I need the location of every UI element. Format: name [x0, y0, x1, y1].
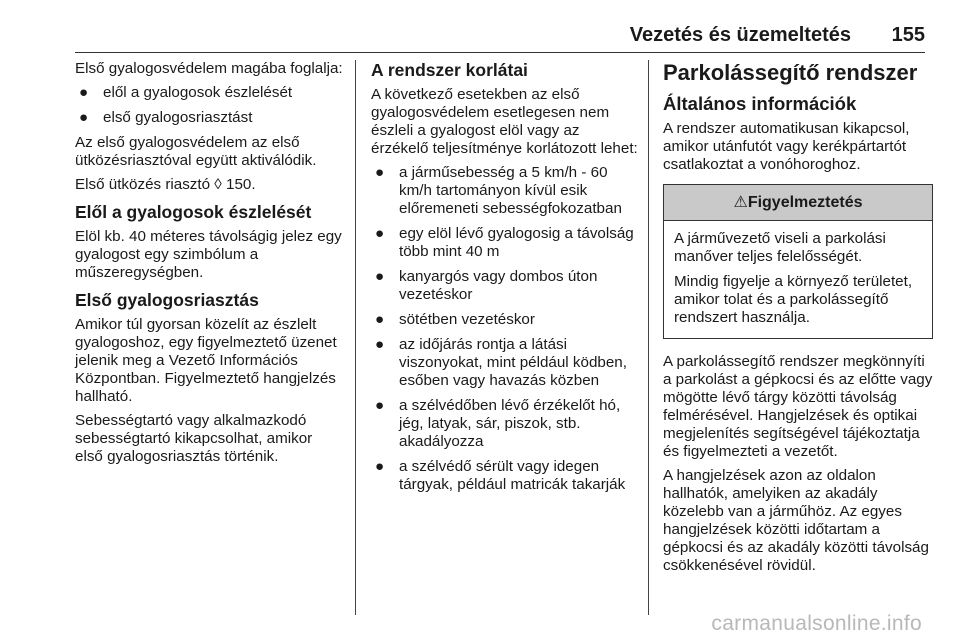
warning-paragraph-1: A járművezető viseli a parkolási manőver teljes felelősségét. [674, 230, 886, 265]
list-item: ● egy elöl lévő gyalogosig a távolság több mint 40 m [375, 225, 634, 260]
intro-list [75, 84, 343, 127]
subheading-general-info: Általános információk [663, 93, 857, 114]
bullet-icon: ● [79, 84, 89, 101]
warning-body [664, 221, 932, 338]
list-item: ● a szélvédő sérült vagy idegen tárgyak, például matricák takarják [375, 458, 626, 493]
sounds-paragraph: A hangjelzések azon az oldalon hallhatók, amelyiken az akadály közelebb van a járműhöz. Az egyes hangjelzések közötti időtartam a gépkocsi és az akadály közötti távolság csökkenésével rövidül. [663, 467, 929, 574]
bullet-icon: ● [375, 164, 385, 181]
list-item: ● az időjárás rontja a látási viszonyokat, mint például ködben, esőben vagy havazás közben [375, 336, 627, 389]
activation-paragraph: Az első gyalogosvédelem az első ütközésriasztóval együtt aktiválódik. [75, 134, 317, 169]
column-2 [371, 60, 639, 501]
alert-paragraph: Amikor túl gyorsan közelít az észlelt gyalogoshoz, egy figyelmeztető üzenet jelenik meg a Vezető Információs Központban. Figyelmeztető hangjelzés hallható. [75, 316, 337, 405]
heading-parking-assist: Parkolássegítő rendszer [663, 60, 918, 85]
warning-title: Figyelmeztetés [747, 194, 863, 211]
warning-paragraph-2: Mindig figyelje a környező területet, amikor tolat és a parkolássegítő rendszert használja. [674, 273, 913, 326]
limitations-list [371, 164, 639, 494]
header-title: Vezetés és üzemeltetés [629, 24, 851, 46]
header-divider [75, 52, 925, 53]
bullet-icon: ● [375, 458, 385, 475]
bullet-icon: ● [375, 311, 385, 328]
warning-header [664, 185, 932, 221]
column-divider-1 [355, 60, 356, 615]
heading-detection: Elől a gyalogosok észlelését [75, 202, 312, 222]
warning-box [663, 184, 933, 339]
system-paragraph: A parkolássegítő rendszer megkönnyíti a parkolást a gépkocsi és az előtte vagy mögötte lévő tárgy közötti távolság felmérésével. Hangjelzések és optikai megjelenítés segítségével tájékoztatja és figyelmezteti a vezetőt. [663, 353, 933, 460]
bullet-icon: ● [375, 225, 385, 242]
page-number: 155 [891, 24, 925, 46]
intro-paragraph: Első gyalogosvédelem magába foglalja: [75, 60, 343, 77]
cruise-paragraph: Sebességtartó vagy alkalmazkodó sebességtartó kikapcsolhat, amikor első gyalogosriasztás történik. [75, 412, 313, 465]
bullet-icon: ● [375, 336, 385, 353]
limitations-intro: A következő esetekben az első gyalogosvédelem esetlegesen nem észleli a gyalogost elöl vagy az érzékelő teljesítménye korlátozott lehet: [371, 86, 638, 157]
list-item: ● a járműsebesség a 5 km/h - 60 km/h tartományon kívül esik előremeneti sebességfokozatban [375, 164, 622, 217]
column-1 [75, 60, 343, 472]
detection-paragraph: Elöl kb. 40 méteres távolságig jelez egy gyalogost egy szimbólum a műszeregységben. [75, 228, 342, 281]
watermark: carmanualsonline.info [711, 612, 922, 635]
bullet-icon: ● [375, 397, 385, 414]
column-divider-2 [648, 60, 649, 615]
bullet-icon: ● [375, 268, 385, 285]
bullet-icon: ● [79, 109, 89, 126]
heading-alert: Első gyalogosriasztás [75, 290, 259, 310]
page-header [75, 24, 925, 50]
column-3 [663, 60, 933, 581]
auto-off-paragraph: A rendszer automatikusan kikapcsol, amikor utánfutót vagy kerékpártartót csatlakoztat a vonóhoroghoz. [663, 120, 910, 173]
heading-limitations: A rendszer korlátai [371, 60, 528, 80]
list-item: ● kanyargós vagy dombos úton vezetéskor [375, 268, 598, 303]
list-item: ● első gyalogosriasztást [79, 109, 253, 126]
cross-reference[interactable]: Első ütközés riasztó ◊ 150. [75, 176, 256, 193]
list-item: ● sötétben vezetéskor [375, 311, 535, 328]
warning-icon: ⚠ [733, 194, 748, 211]
list-item: ● elől a gyalogosok észlelését [79, 84, 293, 101]
list-item: ● a szélvédőben lévő érzékelőt hó, jég, latyak, sár, piszok, stb. akadályozza [375, 397, 621, 450]
